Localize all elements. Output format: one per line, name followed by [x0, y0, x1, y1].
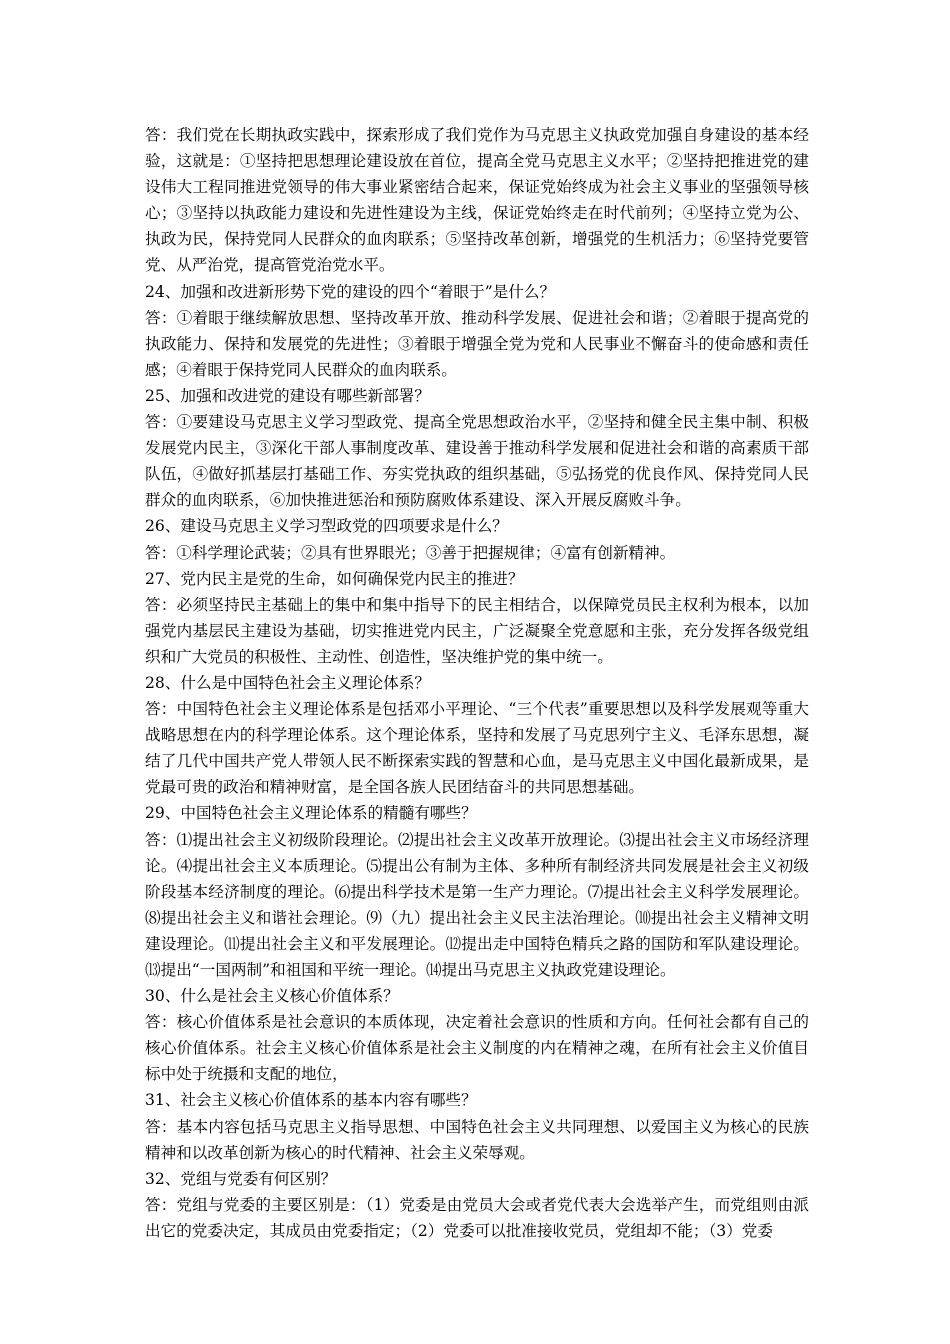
- answer-paragraph: 答：⑴提出社会主义初级阶段理论。⑵提出社会主义改革开放理论。⑶提出社会主义市场经济理论。⑷提出社会主义本质理论。⑸提出公有制为主体、多种所有制经济共同发展是社会主义初级阶段基本经济制度的理论。⑹提出科学技术是第一生产力理论。⑺提出社会主义科学发展理论。⑻提出社会主义和谐社会理论。⑼（九）提出社会主义民主法治理论。⑽提出社会主义精神文明建设理论。⑾提出社会主义和平发展理论。⑿提出走中国特色精兵之路的国防和军队建设理论。⒀提出“一国两制”和祖国和平统一理论。⒁提出马克思主义执政党建设理论。: [145, 830, 809, 979]
- question-heading: 32、党组与党委有何区别？: [145, 1169, 337, 1188]
- question-heading: 31、社会主义核心价值体系的基本内容有哪些？: [145, 1091, 477, 1110]
- question-heading: 30、什么是社会主义核心价值体系？: [145, 987, 399, 1006]
- answer-paragraph: 答：党组与党委的主要区别是：（1）党委是由党员大会或者党代表大会选举产生，而党组则由派出它的党委决定，其成员由党委指定；（2）党委可以批准接收党员，党组却不能；（3）党委: [145, 1195, 809, 1240]
- answer-paragraph: 答：①科学理论武装；②具有世界眼光；③善于把握规律；④富有创新精神。: [145, 543, 676, 562]
- answer-paragraph: 答：中国特色社会主义理论体系是包括邓小平理论、“三个代表”重要思想以及科学发展观等重大战略思想在内的科学理论体系。这个理论体系，坚持和发展了马克思列宁主义、毛泽东思想，凝结了几代中国共产党人带领人民不断探索实践的智慧和心血，是马克思主义中国化最新成果，是党最可贵的政治和精神财富，是全国各族人民团结奋斗的共同思想基础。: [145, 700, 809, 797]
- question-heading: 26、建设马克思主义学习型政党的四项要求是什么？: [145, 517, 508, 536]
- question-heading: 25、加强和改进党的建设有哪些新部署？: [145, 386, 430, 405]
- answer-paragraph: 答：基本内容包括马克思主义指导思想、中国特色社会主义共同理想、以爱国主义为核心的民族精神和以改革创新为核心的时代精神、社会主义荣辱观。: [145, 1117, 809, 1162]
- question-heading: 29、中国特色社会主义理论体系的精髓有哪些？: [145, 804, 477, 823]
- answer-paragraph: 答：我们党在长期执政实践中，探索形成了我们党作为马克思主义执政党加强自身建设的基本经验，这就是：①坚持把思想理论建设放在首位，提高全党马克思主义水平；②坚持把推进党的建设伟大工程同推进党领导的伟大事业紧密结合起来，保证党始终成为社会主义事业的坚强领导核心；③坚持以执政能力建设和先进性建设为主线，保证党始终走在时代前列；④坚持立党为公、执政为民，保持党同人民群众的血肉联系；⑤坚持改革创新，增强党的生机活力；⑥坚持党要管党、从严治党，提高管党治党水平。: [145, 126, 809, 275]
- answer-paragraph: 答：①着眼于继续解放思想、坚持改革开放、推动科学发展、促进社会和谐；②着眼于提高党的执政能力、保持和发展党的先进性；③着眼于增强全党为党和人民事业不懈奋斗的使命感和责任感；④着眼于保持党同人民群众的血肉联系。: [145, 308, 809, 379]
- answer-paragraph: 答：①要建设马克思主义学习型政党、提高全党思想政治水平，②坚持和健全民主集中制、积极发展党内民主，③深化干部人事制度改革、建设善于推动科学发展和促进社会和谐的高素质干部队伍，④做好抓基层打基础工作、夯实党执政的组织基础，⑤弘扬党的优良作风、保持党同人民群众的血肉联系，⑥加快推进惩治和预防腐败体系建设、深入开展反腐败斗争。: [145, 413, 809, 510]
- document-body: [145, 122, 809, 1244]
- question-heading: 27、党内民主是党的生命，如何确保党内民主的推进？: [145, 569, 524, 588]
- answer-paragraph: 答：必须坚持民主基础上的集中和集中指导下的民主相结合，以保障党员民主权利为根本，以加强党内基层民主建设为基础，切实推进党内民主，广泛凝聚全党意愿和主张，充分发挥各级党组织和广大党员的积极性、主动性、创造性，坚决维护党的集中统一。: [145, 595, 809, 666]
- question-heading: 24、加强和改进新形势下党的建设的四个“着眼于”是什么？: [145, 282, 556, 301]
- answer-paragraph: 答：核心价值体系是社会意识的本质体现，决定着社会意识的性质和方向。任何社会都有自己的核心价值体系。社会主义核心价值体系是社会主义制度的内在精神之魂，在所有社会主义价值目标中处于统摄和支配的地位，: [145, 1013, 809, 1084]
- question-heading: 28、什么是中国特色社会主义理论体系？: [145, 673, 430, 692]
